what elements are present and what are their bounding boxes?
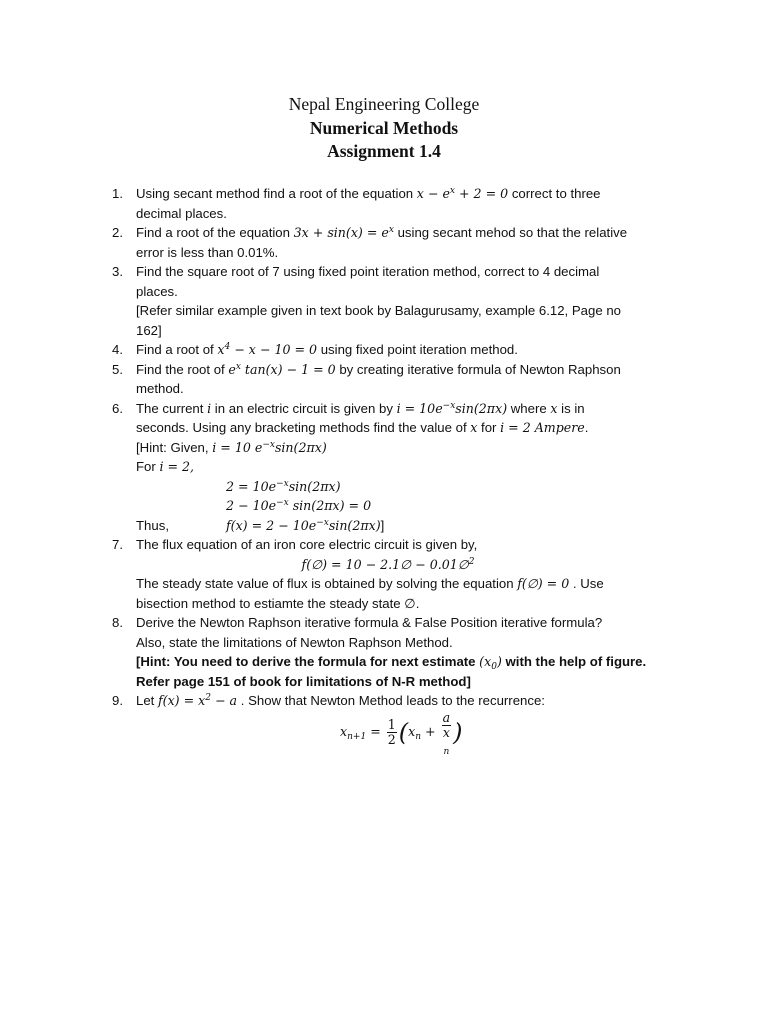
equation [226, 498, 371, 513]
question-number: 1. [112, 186, 123, 201]
exponent: x [388, 225, 394, 235]
exponent: −x [316, 517, 329, 528]
text: Find a root of the equation [136, 225, 294, 240]
question-text [136, 418, 676, 438]
hint-line [136, 652, 676, 672]
exponent: −x [276, 498, 289, 508]
question-number: 5. [112, 361, 123, 377]
text: [Hint: Given, [136, 439, 213, 455]
text: [Hint: You need to derive the formula for next estimate [136, 654, 480, 669]
math: + 2 = 0 [455, 186, 509, 201]
question-text [136, 399, 676, 419]
text: ] [380, 517, 385, 533]
subscript: n [443, 746, 450, 757]
text: Thus, [136, 517, 169, 533]
math: f(x) = 2 − 10e [226, 517, 317, 533]
question-9 [0, 691, 768, 757]
question-text: Find the square root of 7 using fixed point iteration method, correct to 4 decimal [136, 264, 600, 279]
math: sin(2πx) [274, 439, 327, 455]
question-text: Also, state the limitations of Newton Raphson Method. [136, 634, 453, 650]
math: x [340, 723, 348, 739]
math: sin(2πx) [328, 517, 381, 533]
question-6 [0, 399, 768, 536]
left-paren: ( [398, 718, 409, 746]
equation [217, 342, 317, 357]
text: correct to three [508, 186, 601, 201]
text: by creating iterative formula of Newton Raphson [335, 361, 621, 377]
question-list [0, 184, 768, 757]
math: tan(x) − 1 = 0 [240, 361, 336, 377]
text: . [584, 420, 589, 435]
document-header [0, 93, 768, 164]
right-paren: ) [453, 718, 463, 746]
exponent: x [235, 361, 241, 372]
question-7 [0, 535, 768, 613]
math: i = 10e [396, 400, 443, 416]
hint-equation [136, 516, 676, 536]
math: f(x) = x [158, 693, 206, 708]
subject-title: Numerical Methods [309, 117, 459, 138]
question-number: 4. [112, 342, 123, 357]
math: x [408, 723, 416, 739]
question-number: 9. [112, 693, 123, 708]
question-text: bisection method to estiamte the steady state ∅. [136, 595, 420, 611]
math: + [421, 723, 440, 739]
hint-line: Refer page 151 of book for limitations of N-R method] [136, 673, 471, 689]
text: using fixed point iteration method. [317, 342, 518, 357]
numerator: 1 [387, 716, 396, 732]
question-text [136, 340, 676, 360]
exponent: 2 [468, 556, 475, 567]
exponent: 2 [205, 693, 211, 703]
question-5 [0, 360, 768, 399]
equation [226, 518, 381, 533]
text: for [477, 420, 501, 435]
question-text: error is less than 0.01%. [136, 244, 279, 260]
exponent: −x [262, 439, 275, 450]
text: using secant mehod so that the relative [393, 225, 628, 240]
equation [226, 479, 341, 494]
math: 3x + sin(x) = e [293, 225, 389, 240]
question-text: method. [136, 381, 184, 396]
math: i [207, 400, 212, 416]
denominator: 2 [387, 731, 396, 747]
question-4 [0, 340, 768, 360]
question-number: 7. [112, 537, 123, 552]
math: x [442, 724, 450, 740]
subscript: 0 [491, 662, 497, 672]
equation [302, 557, 475, 572]
math: sin(2πx) [455, 400, 508, 416]
text: The current [136, 400, 208, 416]
hint-line [136, 438, 676, 458]
math: i = 2 Ampere [500, 420, 585, 435]
question-8 [0, 613, 768, 691]
flux-equation [108, 555, 668, 575]
math: f(∅) = 10 − 2.1∅ − 0.01∅ [301, 556, 469, 572]
question-text: Derive the Newton Raphson iterative formula & False Position iterative formula? [136, 615, 603, 630]
equation [417, 186, 508, 201]
question-1 [0, 184, 768, 223]
exponent: 4 [224, 342, 231, 352]
question-2 [0, 223, 768, 262]
hint-equation [136, 496, 766, 516]
math: x [217, 342, 225, 357]
text: . Show that Newton Method leads to the recurrence: [237, 693, 545, 708]
equation [228, 362, 335, 377]
text: is in [557, 400, 585, 416]
subscript: n+1 [347, 731, 367, 742]
question-text [136, 184, 676, 204]
exponent: −x [276, 478, 289, 489]
recurrence-equation [340, 709, 768, 757]
math: x [470, 420, 478, 435]
hint-equation [136, 477, 766, 497]
math: (x [479, 654, 492, 669]
math: i = 10 e [212, 439, 263, 455]
reference-note: [Refer similar example given in text book by Balagurusamy, example 6.12, Page no [136, 303, 622, 318]
math: x − e [416, 186, 450, 201]
equation [158, 693, 237, 708]
question-text [136, 223, 676, 243]
question-text [136, 574, 676, 594]
text: seconds. Using any bracketing methods find the value of [136, 420, 471, 435]
college-name: Nepal Engineering College [288, 94, 480, 114]
question-number: 2. [112, 225, 123, 240]
question-text [136, 360, 676, 380]
question-text: decimal places. [136, 205, 227, 221]
math: 2 = 10e [226, 478, 277, 494]
math: x [550, 400, 558, 416]
question-3 [0, 262, 768, 340]
exponent: x [449, 186, 455, 196]
equation [212, 440, 327, 455]
text: Find a root of [136, 342, 218, 357]
exponent: −x [442, 400, 456, 411]
fraction-a-over-xn [442, 709, 452, 757]
equation [294, 225, 394, 240]
question-number: 8. [112, 615, 123, 630]
subscript: n [415, 731, 422, 742]
text: where [507, 400, 551, 416]
text: in an electric circuit is given by [211, 400, 397, 416]
question-text [136, 691, 676, 711]
numerator: a [442, 709, 451, 725]
math: sin(2πx) [288, 478, 341, 494]
math: ) [496, 654, 502, 669]
assignment-title: Assignment 1.4 [327, 141, 441, 161]
math: − x − 10 = 0 [230, 342, 318, 357]
question-text: The flux equation of an iron core electric circuit is given by, [136, 537, 478, 552]
question-number: 3. [112, 264, 123, 279]
text: The steady state value of flux is obtained by solving the equation [136, 576, 518, 591]
text: Let [136, 693, 158, 708]
question-number: 6. [112, 400, 123, 416]
text: . Use [569, 576, 604, 591]
math: = [366, 723, 385, 739]
equation [479, 654, 502, 672]
denominator [442, 724, 452, 757]
math: e [228, 361, 236, 377]
math: sin(2πx) = 0 [288, 498, 372, 513]
text: For [136, 459, 160, 474]
reference-note: 162] [136, 322, 162, 338]
question-text: places. [136, 283, 178, 299]
math: 2 − 10e [226, 498, 277, 513]
math: − a [211, 693, 238, 708]
hint-line [136, 457, 676, 477]
math: i = 2, [159, 459, 195, 474]
equation [397, 401, 508, 416]
math: f(∅) = 0 [517, 576, 570, 591]
text: Using secant method find a root of the equation [136, 186, 417, 201]
fraction-one-half [387, 718, 397, 747]
text: Find the root of [136, 361, 229, 377]
text: with the help of figure. [501, 654, 647, 669]
